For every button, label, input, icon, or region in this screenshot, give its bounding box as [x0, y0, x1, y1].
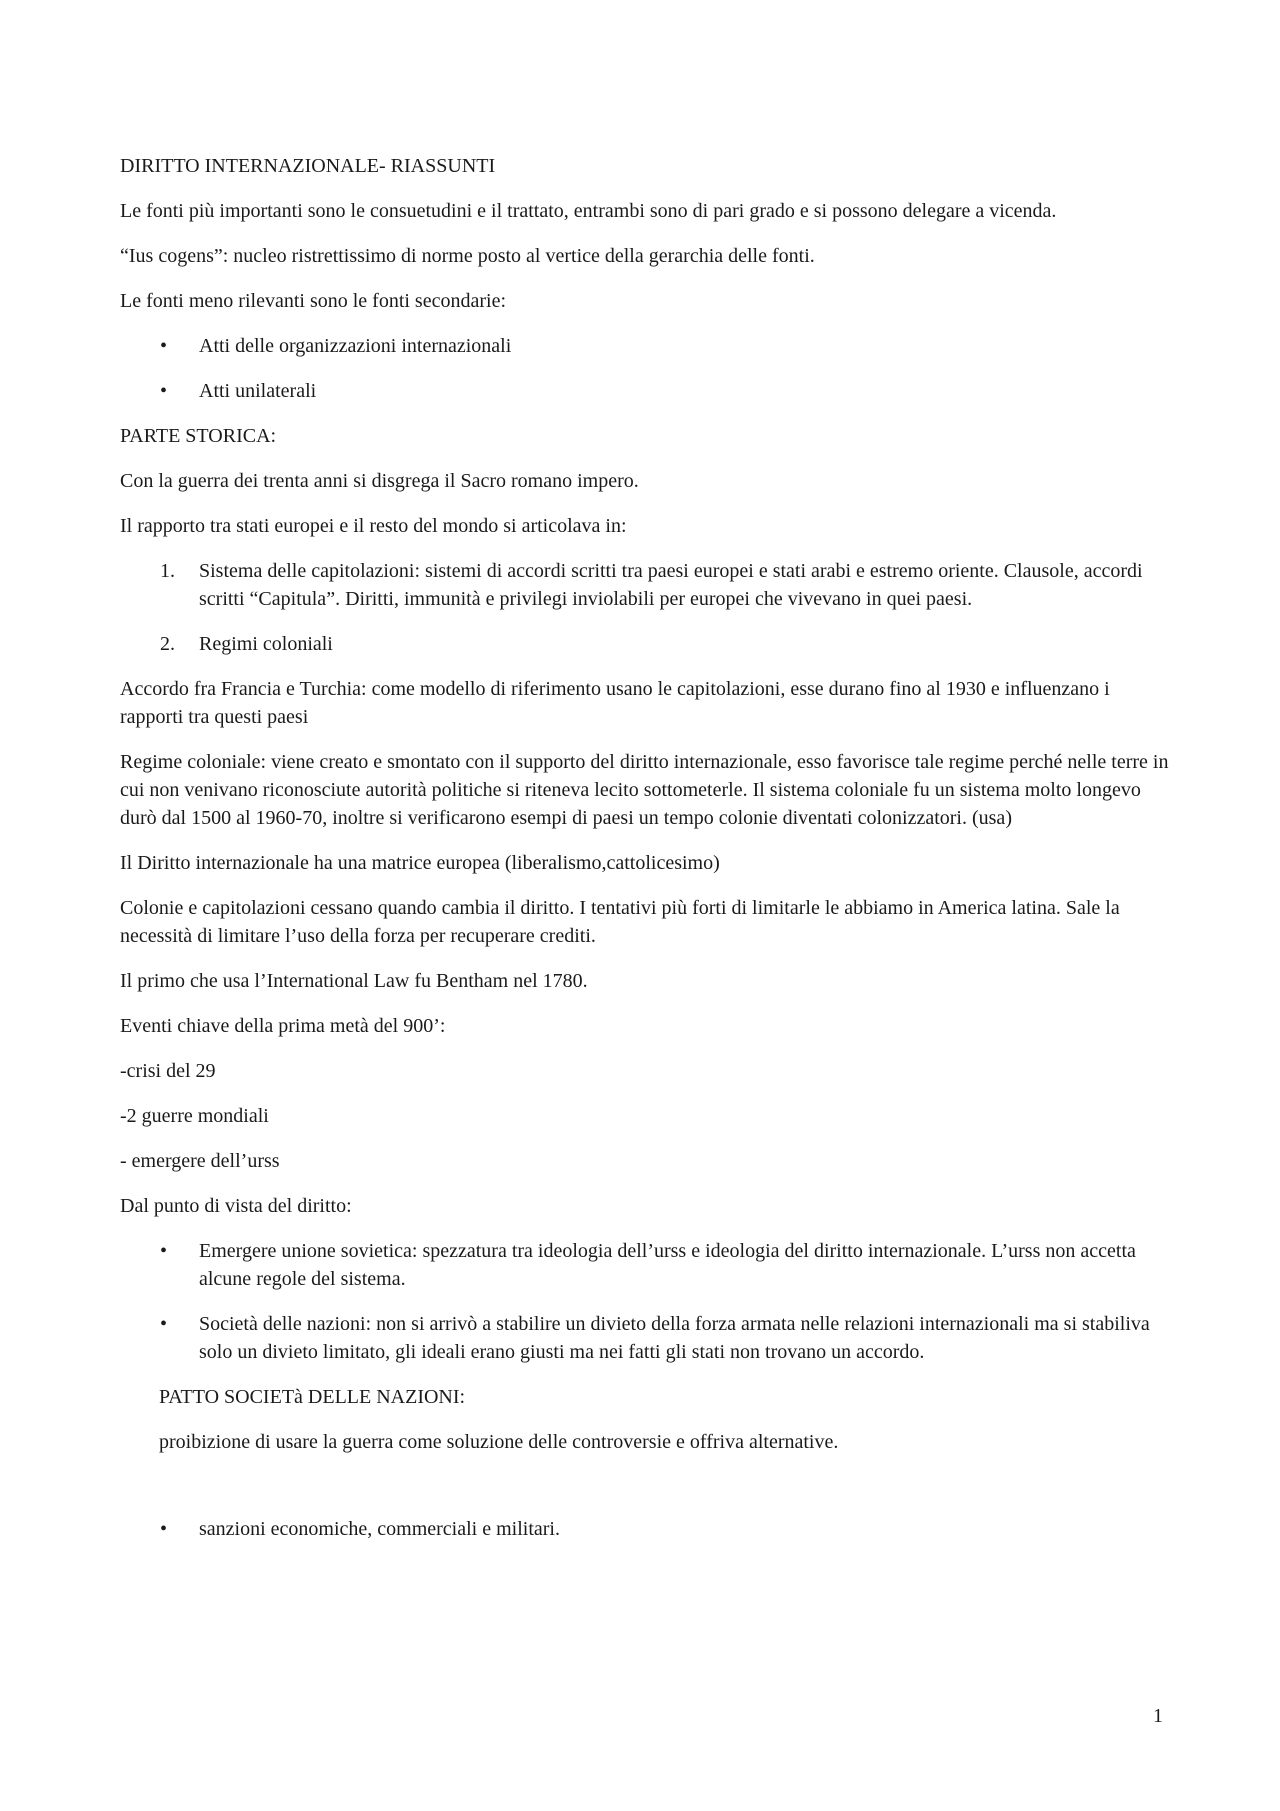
- bullet-list-diritto: [120, 1237, 1170, 1366]
- bullet-list-fonti-secondarie: [120, 332, 1170, 405]
- bullet-list-sanzioni: [120, 1515, 1170, 1543]
- list-item: [120, 1515, 1170, 1543]
- bullet-marker: •: [160, 335, 168, 357]
- paragraph: Le fonti meno rilevanti sono le fonti secondarie:: [120, 290, 506, 312]
- list-item-text: Emergere unione sovietica: spezzatura tra ideologia dell’urss e ideologia del diritto internazionale. L’urss non accetta alcune regole del sistema.: [199, 1240, 1136, 1290]
- paragraph: Accordo fra Francia e Turchia: come modello di riferimento usano le capitolazioni, esse durano fino al 1930 e influenzano i rapporti tra questi paesi: [120, 678, 1110, 728]
- section-heading-parte-storica: PARTE STORICA:: [120, 425, 277, 447]
- list-item-text: Sistema delle capitolazioni: sistemi di accordi scritti tra paesi europei e stati arabi e estremo oriente. Clausole, accordi scritti “Capitula”. Diritti, immunità e privilegi inviolabili per europei che vivevano in quei paesi.: [199, 560, 1143, 610]
- paragraph: Dal punto di vista del diritto:: [120, 1195, 352, 1217]
- numbered-list-rapporti: [120, 557, 1170, 658]
- paragraph: Il primo che usa l’International Law fu Bentham nel 1780.: [120, 970, 588, 992]
- number-marker: 1.: [160, 560, 175, 582]
- list-item: [120, 332, 1170, 360]
- list-item-text: Società delle nazioni: non si arrivò a stabilire un divieto della forza armata nelle relazioni internazionali ma si stabiliva solo un divieto limitato, gli ideali erano giusti ma nei fatti gli stati non trovano un accordo.: [199, 1313, 1150, 1363]
- paragraph: Eventi chiave della prima metà del 900’:: [120, 1015, 446, 1037]
- bullet-marker: •: [160, 1313, 168, 1335]
- list-item: [120, 1310, 1170, 1366]
- number-marker: 2.: [160, 633, 175, 655]
- paragraph: Colonie e capitolazioni cessano quando cambia il diritto. I tentativi più forti di limitarle le abbiamo in America latina. Sale la necessità di limitare l’uso della forza per recuperare crediti.: [120, 897, 1120, 947]
- paragraph: Regime coloniale: viene creato e smontato con il supporto del diritto internazionale, esso favorisce tale regime perché nelle terre in cui non venivano riconosciute autorità politiche si riteneva lecito sottometerle. Il sistema coloniale fu un sistema molto longevo durò dal 1500 al 1960-70, inoltre si verificarono esempi di paesi un tempo colonie diventati colonizzatori. (usa): [120, 751, 1169, 829]
- paragraph: Il Diritto internazionale ha una matrice europea (liberalismo,cattolicesimo): [120, 852, 720, 874]
- list-item: [120, 377, 1170, 405]
- list-item-text: Regimi coloniali: [199, 633, 333, 655]
- paragraph: Il rapporto tra stati europei e il resto del mondo si articolava in:: [120, 515, 627, 537]
- bullet-marker: •: [160, 1518, 168, 1540]
- paragraph: Con la guerra dei trenta anni si disgrega il Sacro romano impero.: [120, 470, 639, 492]
- blank-line: [120, 1473, 1170, 1515]
- list-item: [120, 557, 1170, 613]
- document-body: [120, 152, 1170, 1560]
- page-number: 1: [1153, 1705, 1163, 1727]
- paragraph: - emergere dell’urss: [120, 1150, 280, 1172]
- paragraph: Le fonti più importanti sono le consuetudini e il trattato, entrambi sono di pari grado e si possono delegare a vicenda.: [120, 200, 1057, 222]
- list-item-text: Atti delle organizzazioni internazionali: [199, 335, 512, 357]
- list-item: [120, 630, 1170, 658]
- list-item-text: Atti unilaterali: [199, 380, 317, 402]
- section-heading-patto: PATTO SOCIETà DELLE NAZIONI:: [159, 1386, 466, 1408]
- paragraph: “Ius cogens”: nucleo ristrettissimo di norme posto al vertice della gerarchia delle fonti.: [120, 245, 815, 267]
- list-item: [120, 1237, 1170, 1293]
- paragraph: -crisi del 29: [120, 1060, 216, 1082]
- bullet-marker: •: [160, 1240, 168, 1262]
- bullet-marker: •: [160, 380, 168, 402]
- document-title: DIRITTO INTERNAZIONALE- RIASSUNTI: [120, 155, 496, 177]
- paragraph: -2 guerre mondiali: [120, 1105, 269, 1127]
- paragraph: proibizione di usare la guerra come soluzione delle controversie e offriva alternative.: [159, 1431, 839, 1453]
- list-item-text: sanzioni economiche, commerciali e militari.: [199, 1518, 560, 1540]
